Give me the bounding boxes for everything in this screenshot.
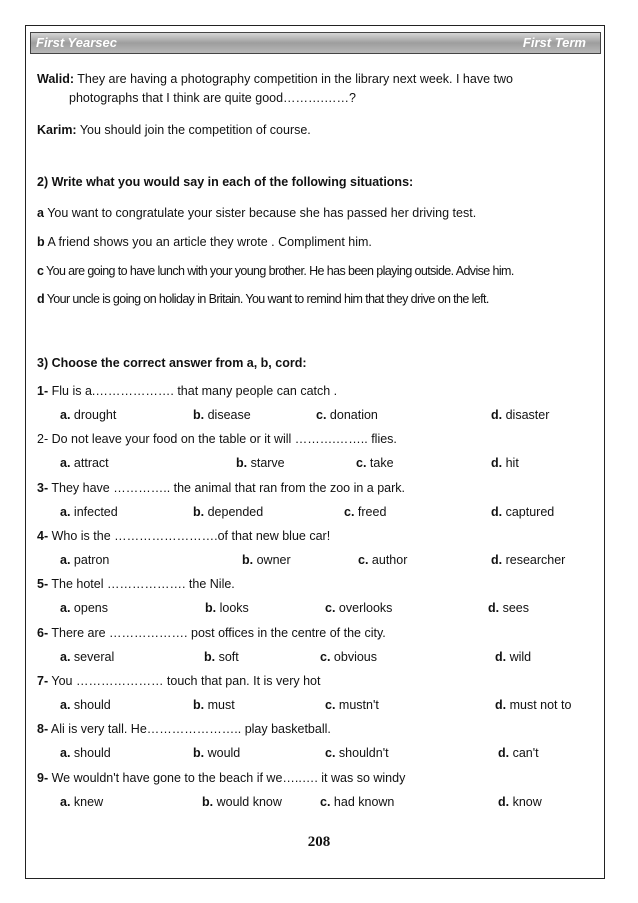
answer-option-d[interactable]	[498, 794, 542, 810]
answer-option-c[interactable]	[325, 745, 389, 761]
option-letter: b.	[242, 553, 254, 567]
answer-option-c[interactable]	[325, 600, 392, 616]
answer-option-a[interactable]	[60, 649, 114, 665]
question-number: 1-	[37, 384, 49, 398]
option-text: should	[73, 698, 111, 712]
answer-option-c[interactable]	[316, 407, 378, 423]
option-letter: d.	[495, 698, 507, 712]
header-bar	[30, 32, 601, 54]
question-text: Flu is a.………………. that many people can catch .	[51, 384, 338, 398]
option-letter: d.	[498, 746, 510, 760]
option-text: soft	[218, 650, 239, 664]
option-text: owner	[256, 553, 291, 567]
header-right-text: First Term	[522, 35, 586, 50]
situation-b	[37, 234, 372, 250]
question-text: You ………………… touch that pan. It is very hot	[51, 674, 321, 688]
question-stem	[37, 383, 337, 399]
option-letter: b.	[202, 795, 214, 809]
situation-letter: a	[37, 206, 44, 220]
question-stem	[37, 431, 397, 447]
option-letter: c.	[325, 746, 336, 760]
answer-option-c[interactable]	[320, 794, 394, 810]
question-number: 7-	[37, 674, 49, 688]
page-number: 208	[307, 834, 331, 850]
option-letter: c.	[325, 698, 336, 712]
option-letter: b.	[236, 456, 248, 470]
option-text: knew	[73, 795, 104, 809]
option-text: researcher	[505, 553, 566, 567]
answer-option-c[interactable]	[320, 649, 377, 665]
answer-option-d[interactable]	[495, 649, 531, 665]
answer-option-b[interactable]	[193, 407, 251, 423]
option-letter: a.	[60, 456, 71, 470]
option-letter: d.	[488, 601, 500, 615]
answer-option-b[interactable]	[193, 697, 235, 713]
option-letter: c.	[344, 505, 355, 519]
answer-option-d[interactable]	[495, 697, 571, 713]
answer-option-a[interactable]	[60, 552, 109, 568]
option-text: infected	[73, 505, 118, 519]
question-text: Do not leave your food on the table or it will ……….…….. flies.	[51, 432, 397, 446]
answer-option-a[interactable]	[60, 504, 118, 520]
option-letter: b.	[205, 601, 217, 615]
question-number: 6-	[37, 626, 49, 640]
option-letter: a.	[60, 650, 71, 664]
answer-option-b[interactable]	[236, 455, 285, 471]
option-text: know	[512, 795, 542, 809]
question-stem	[37, 625, 386, 641]
option-text: freed	[357, 505, 387, 519]
answer-option-d[interactable]	[498, 745, 539, 761]
option-letter: c.	[316, 408, 327, 422]
question-number: 8-	[37, 722, 49, 736]
option-text: starve	[250, 456, 285, 470]
answer-option-c[interactable]	[344, 504, 386, 520]
option-text: overlooks	[338, 601, 393, 615]
situation-letter: d	[37, 292, 45, 306]
dialogue-continuation: photographs that I think are quite good……….……?	[69, 91, 356, 105]
option-text: looks	[219, 601, 249, 615]
option-letter: a.	[60, 505, 71, 519]
option-letter: b.	[193, 746, 205, 760]
option-text: would	[207, 746, 241, 760]
option-letter: d.	[491, 553, 503, 567]
option-letter: c.	[358, 553, 369, 567]
answer-option-a[interactable]	[60, 600, 108, 616]
header-left-text: First Yearsec	[36, 35, 117, 50]
option-letter: b.	[193, 408, 205, 422]
option-text: mustn't	[338, 698, 379, 712]
answer-option-c[interactable]	[325, 697, 379, 713]
question-number: 9-	[37, 771, 49, 785]
answer-option-a[interactable]	[60, 407, 116, 423]
question-text: Who is the …………………….of that new blue car!	[51, 529, 331, 543]
question-stem	[37, 576, 235, 592]
answer-option-c[interactable]	[356, 455, 394, 471]
option-text: author	[371, 553, 408, 567]
answer-option-d[interactable]	[491, 407, 549, 423]
question-text: The hotel ………………. the Nile.	[51, 577, 235, 591]
option-text: sees	[502, 601, 529, 615]
situation-letter: b	[37, 235, 45, 249]
question-number: 3-	[37, 481, 49, 495]
question-stem	[37, 673, 320, 689]
question-text: They have ………….. the animal that ran from the zoo in a park.	[51, 481, 406, 495]
answer-option-a[interactable]	[60, 745, 111, 761]
option-letter: d.	[491, 408, 503, 422]
option-letter: c.	[356, 456, 367, 470]
option-text: can't	[512, 746, 539, 760]
situation-a	[37, 205, 476, 221]
option-letter: b.	[193, 698, 205, 712]
question-text: We wouldn't have gone to the beach if we…..…. it was so windy	[51, 771, 406, 785]
answer-option-a[interactable]	[60, 455, 109, 471]
option-letter: a.	[60, 698, 71, 712]
question-stem	[37, 480, 405, 496]
option-text: should	[73, 746, 111, 760]
option-text: disease	[207, 408, 251, 422]
option-text: must not to	[509, 698, 572, 712]
answer-option-d[interactable]	[491, 455, 519, 471]
answer-option-b[interactable]	[193, 745, 240, 761]
option-text: several	[73, 650, 115, 664]
option-letter: a.	[60, 553, 71, 567]
option-text: would know	[216, 795, 282, 809]
answer-option-a[interactable]	[60, 794, 103, 810]
answer-option-b[interactable]	[242, 552, 291, 568]
option-letter: d.	[498, 795, 510, 809]
dialogue-line-walid	[37, 71, 513, 87]
situation-text: You are going to have lunch with your young brother. He has been playing outside. Advise him.	[46, 264, 514, 278]
situation-text: Your uncle is going on holiday in Britain. You want to remind him that they drive on the left.	[46, 292, 489, 306]
option-text: wild	[509, 650, 532, 664]
situation-text: You want to congratulate your sister because she has passed her driving test.	[47, 206, 477, 220]
option-letter: a.	[60, 746, 71, 760]
dialogue-text: You should join the competition of course.	[79, 123, 311, 137]
option-letter: d.	[495, 650, 507, 664]
option-text: must	[207, 698, 235, 712]
answer-option-d[interactable]	[491, 504, 554, 520]
option-text: had known	[333, 795, 395, 809]
dialogue-line-karim	[37, 122, 311, 138]
speaker-karim: Karim:	[37, 123, 77, 137]
option-text: obvious	[333, 650, 378, 664]
question-stem	[37, 770, 405, 786]
speaker-walid: Walid:	[37, 72, 75, 86]
option-letter: a.	[60, 795, 71, 809]
option-text: patron	[73, 553, 110, 567]
option-letter: c.	[325, 601, 336, 615]
answer-option-c[interactable]	[358, 552, 407, 568]
question-number: 5-	[37, 577, 49, 591]
option-letter: a.	[60, 408, 71, 422]
situation-d	[37, 291, 489, 307]
question-text: Ali is very tall. He………………….. play basketball.	[50, 722, 331, 736]
answer-option-b[interactable]	[205, 600, 249, 616]
situation-letter: c	[37, 264, 44, 278]
question-number: 2-	[37, 432, 49, 446]
answer-option-d[interactable]	[491, 552, 565, 568]
question-stem	[37, 721, 331, 737]
section2-title: 2) Write what you would say in each of the following situations:	[37, 175, 414, 189]
section3-title: 3) Choose the correct answer from a, b, cord:	[37, 356, 307, 370]
option-text: take	[369, 456, 394, 470]
option-text: shouldn't	[338, 746, 389, 760]
question-text: There are ………………. post offices in the centre of the city.	[51, 626, 386, 640]
dialogue-text: They are having a photography competition in the library next week. I have two	[77, 72, 513, 86]
answer-option-d[interactable]	[488, 600, 529, 616]
option-letter: c.	[320, 650, 331, 664]
question-number: 4-	[37, 529, 49, 543]
option-text: opens	[73, 601, 108, 615]
option-letter: d.	[491, 456, 503, 470]
option-text: captured	[505, 505, 555, 519]
answer-option-a[interactable]	[60, 697, 111, 713]
answer-option-b[interactable]	[193, 504, 263, 520]
situation-text: A friend shows you an article they wrote . Compliment him.	[47, 235, 372, 249]
situation-c	[37, 263, 514, 279]
option-letter: c.	[320, 795, 331, 809]
option-letter: d.	[491, 505, 503, 519]
option-text: attract	[73, 456, 109, 470]
answer-option-b[interactable]	[202, 794, 282, 810]
option-text: depended	[207, 505, 264, 519]
option-text: disaster	[505, 408, 550, 422]
option-letter: b.	[204, 650, 216, 664]
question-stem	[37, 528, 330, 544]
option-letter: b.	[193, 505, 205, 519]
option-text: hit	[505, 456, 519, 470]
option-letter: a.	[60, 601, 71, 615]
option-text: donation	[329, 408, 378, 422]
option-text: drought	[73, 408, 117, 422]
answer-option-b[interactable]	[204, 649, 239, 665]
